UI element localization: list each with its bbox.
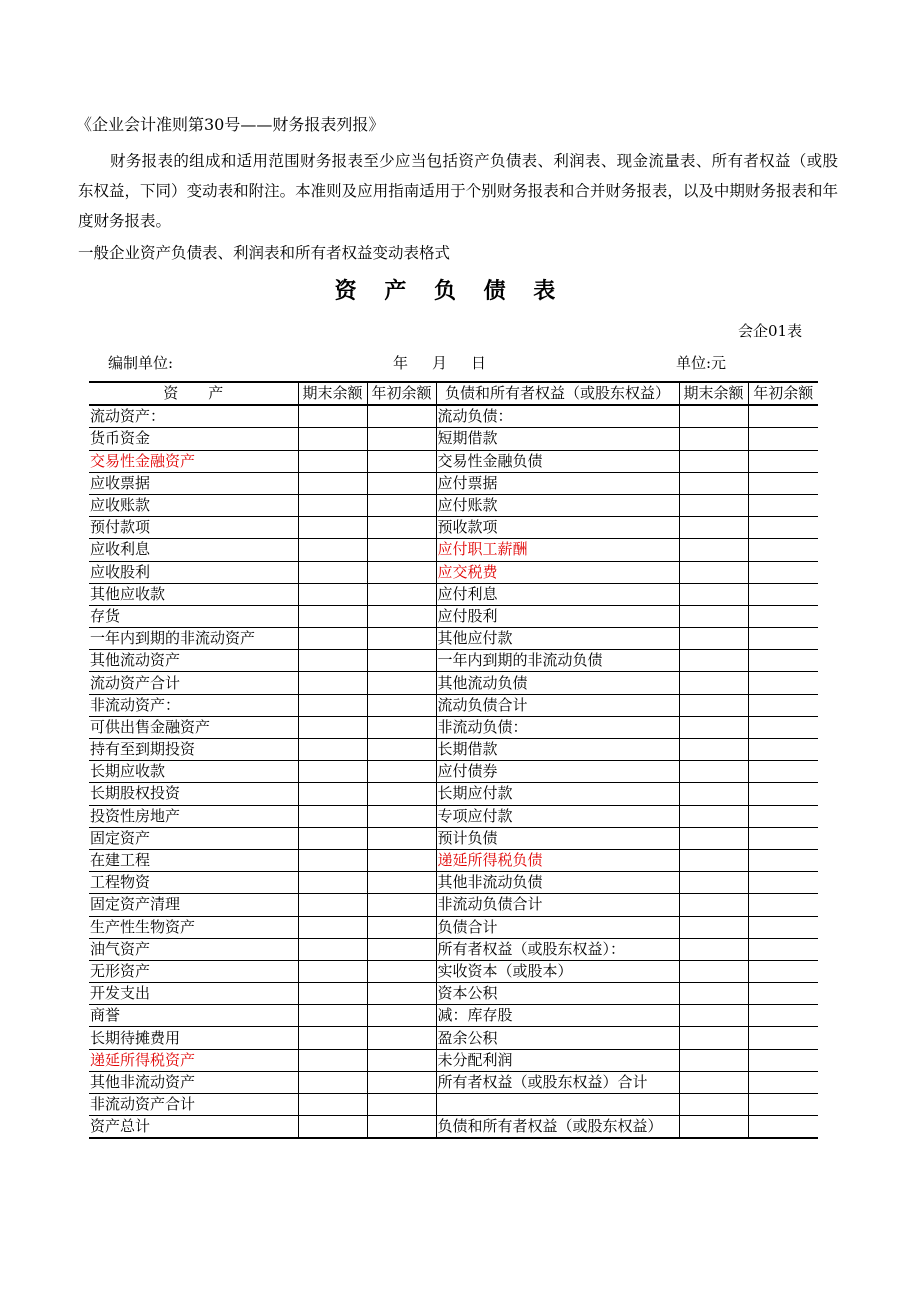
liability-opening-balance (748, 1094, 818, 1116)
asset-item: 无形资产 (89, 960, 298, 982)
table-row (89, 1027, 818, 1049)
table-row (89, 605, 818, 627)
liability-equity-item: 实收资本（或股本） (436, 960, 679, 982)
asset-opening-balance (367, 916, 436, 938)
asset-closing-balance (298, 405, 367, 428)
liability-equity-item: 交易性金融负债 (436, 450, 679, 472)
liability-closing-balance (679, 1005, 748, 1027)
asset-item: 可供出售金融资产 (89, 716, 298, 738)
liability-equity-item: 应付债券 (436, 761, 679, 783)
liability-closing-balance (679, 494, 748, 516)
liability-equity-item: 预收款项 (436, 517, 679, 539)
asset-opening-balance (367, 583, 436, 605)
asset-opening-balance (367, 605, 436, 627)
liability-opening-balance (748, 517, 818, 539)
asset-opening-balance (367, 672, 436, 694)
liability-opening-balance (748, 827, 818, 849)
liability-equity-item: 递延所得税负债 (436, 849, 679, 871)
liability-opening-balance (748, 472, 818, 494)
liability-opening-balance (748, 1005, 818, 1027)
currency-unit: 单位:元 (676, 354, 727, 372)
asset-item: 应收利息 (89, 539, 298, 561)
asset-opening-balance (367, 983, 436, 1005)
asset-opening-balance (367, 1049, 436, 1071)
asset-closing-balance (298, 539, 367, 561)
liability-closing-balance (679, 450, 748, 472)
table-row (89, 716, 818, 738)
liability-opening-balance (748, 539, 818, 561)
liability-closing-balance (679, 605, 748, 627)
liability-equity-item: 应付账款 (436, 494, 679, 516)
document-title: 《企业会计准则第30号——财务报表列报》 (76, 115, 385, 134)
table-header-row (89, 382, 818, 405)
liability-closing-balance (679, 628, 748, 650)
asset-item: 油气资产 (89, 938, 298, 960)
asset-item: 货币资金 (89, 428, 298, 450)
asset-item: 生产性生物资产 (89, 916, 298, 938)
column-header: 年初余额 (367, 382, 436, 405)
asset-item: 应收账款 (89, 494, 298, 516)
liability-equity-item: 应付股利 (436, 605, 679, 627)
liability-equity-item: 短期借款 (436, 428, 679, 450)
liability-closing-balance (679, 872, 748, 894)
liability-equity-item: 长期借款 (436, 739, 679, 761)
liability-opening-balance (748, 605, 818, 627)
liability-equity-item: 负债和所有者权益（或股东权益） (436, 1116, 679, 1139)
asset-item: 非流动资产： (89, 694, 298, 716)
asset-closing-balance (298, 694, 367, 716)
asset-closing-balance (298, 716, 367, 738)
date-year-label: 年 (393, 354, 409, 372)
liability-equity-item: 所有者权益（或股东权益）合计 (436, 1071, 679, 1093)
table-row (89, 1094, 818, 1116)
liability-opening-balance (748, 450, 818, 472)
asset-closing-balance (298, 827, 367, 849)
liability-closing-balance (679, 1049, 748, 1071)
liability-opening-balance (748, 872, 818, 894)
preparing-unit-label: 编制单位: (108, 354, 174, 372)
liability-closing-balance (679, 539, 748, 561)
table-row (89, 761, 818, 783)
liability-opening-balance (748, 983, 818, 1005)
asset-item: 流动资产： (89, 405, 298, 428)
asset-closing-balance (298, 583, 367, 605)
liability-closing-balance (679, 805, 748, 827)
asset-item: 商誉 (89, 1005, 298, 1027)
liability-opening-balance (748, 1071, 818, 1093)
asset-opening-balance (367, 1005, 436, 1027)
liability-opening-balance (748, 1049, 818, 1071)
liability-closing-balance (679, 783, 748, 805)
column-header: 资 产 (89, 382, 298, 405)
liability-closing-balance (679, 650, 748, 672)
asset-closing-balance (298, 561, 367, 583)
date-day-label: 日 (471, 354, 487, 372)
column-header: 负债和所有者权益（或股东权益） (436, 382, 679, 405)
table-row (89, 1049, 818, 1071)
liability-opening-balance (748, 849, 818, 871)
asset-opening-balance (367, 561, 436, 583)
table-row (89, 405, 818, 428)
asset-closing-balance (298, 1005, 367, 1027)
asset-closing-balance (298, 916, 367, 938)
table-row (89, 872, 818, 894)
liability-closing-balance (679, 517, 748, 539)
sheet-title: 资 产 负 债 表 (334, 279, 566, 304)
liability-equity-item: 非流动负债： (436, 716, 679, 738)
liability-equity-item: 长期应付款 (436, 783, 679, 805)
asset-opening-balance (367, 494, 436, 516)
asset-item: 开发支出 (89, 983, 298, 1005)
liability-opening-balance (748, 650, 818, 672)
asset-item: 应收股利 (89, 561, 298, 583)
liability-equity-item: 非流动负债合计 (436, 894, 679, 916)
asset-closing-balance (298, 938, 367, 960)
asset-item: 长期股权投资 (89, 783, 298, 805)
liability-closing-balance (679, 1116, 748, 1139)
asset-item: 其他流动资产 (89, 650, 298, 672)
liability-equity-item: 专项应付款 (436, 805, 679, 827)
asset-opening-balance (367, 761, 436, 783)
liability-closing-balance (679, 916, 748, 938)
liability-closing-balance (679, 960, 748, 982)
asset-opening-balance (367, 1116, 436, 1139)
asset-item: 持有至到期投资 (89, 739, 298, 761)
balance-sheet-table (89, 381, 818, 1139)
liability-closing-balance (679, 983, 748, 1005)
liability-equity-item: 其他应付款 (436, 628, 679, 650)
table-row (89, 472, 818, 494)
table-row (89, 983, 818, 1005)
asset-closing-balance (298, 517, 367, 539)
asset-closing-balance (298, 960, 367, 982)
liability-opening-balance (748, 694, 818, 716)
liability-closing-balance (679, 583, 748, 605)
asset-closing-balance (298, 428, 367, 450)
asset-closing-balance (298, 805, 367, 827)
asset-closing-balance (298, 494, 367, 516)
asset-opening-balance (367, 628, 436, 650)
table-row (89, 1116, 818, 1139)
liability-equity-item: 所有者权益（或股东权益）： (436, 938, 679, 960)
asset-opening-balance (367, 428, 436, 450)
asset-opening-balance (367, 405, 436, 428)
asset-opening-balance (367, 1071, 436, 1093)
table-row (89, 739, 818, 761)
asset-opening-balance (367, 650, 436, 672)
asset-item: 长期待摊费用 (89, 1027, 298, 1049)
liability-closing-balance (679, 672, 748, 694)
liability-closing-balance (679, 694, 748, 716)
intro-paragraph: 财务报表的组成和适用范围财务报表至少应当包括资产负债表、利润表、现金流量表、所有者权益（或股东权益，下同）变动表和附注。本准则及应用指南适用于个别财务报表和合并财务报表，以及中期财务报表和年度财务报表。 (78, 152, 838, 230)
asset-closing-balance (298, 983, 367, 1005)
table-row (89, 1071, 818, 1093)
table-body (89, 405, 818, 1138)
asset-item: 工程物资 (89, 872, 298, 894)
asset-opening-balance (367, 894, 436, 916)
asset-opening-balance (367, 450, 436, 472)
asset-item: 其他应收款 (89, 583, 298, 605)
liability-equity-item: 预计负债 (436, 827, 679, 849)
asset-item: 存货 (89, 605, 298, 627)
table-row (89, 561, 818, 583)
date-month-label: 月 (432, 354, 448, 372)
table-row (89, 1005, 818, 1027)
liability-opening-balance (748, 894, 818, 916)
liability-opening-balance (748, 960, 818, 982)
asset-opening-balance (367, 739, 436, 761)
liability-opening-balance (748, 672, 818, 694)
liability-opening-balance (748, 1027, 818, 1049)
liability-closing-balance (679, 849, 748, 871)
asset-item: 其他非流动资产 (89, 1071, 298, 1093)
asset-opening-balance (367, 872, 436, 894)
report-date (393, 352, 510, 373)
liability-equity-item: 其他流动负债 (436, 672, 679, 694)
liability-equity-item: 流动负债： (436, 405, 679, 428)
liability-equity-item: 一年内到期的非流动负债 (436, 650, 679, 672)
liability-opening-balance (748, 916, 818, 938)
asset-closing-balance (298, 1071, 367, 1093)
liability-closing-balance (679, 1027, 748, 1049)
liability-opening-balance (748, 561, 818, 583)
asset-item: 递延所得税资产 (89, 1049, 298, 1071)
asset-item: 非流动资产合计 (89, 1094, 298, 1116)
asset-closing-balance (298, 1049, 367, 1071)
asset-closing-balance (298, 628, 367, 650)
asset-opening-balance (367, 716, 436, 738)
liability-equity-item: 未分配利润 (436, 1049, 679, 1071)
asset-closing-balance (298, 872, 367, 894)
table-row (89, 960, 818, 982)
table-row (89, 539, 818, 561)
asset-closing-balance (298, 849, 367, 871)
liability-equity-item: 应付利息 (436, 583, 679, 605)
liability-opening-balance (748, 739, 818, 761)
liability-closing-balance (679, 428, 748, 450)
table-row (89, 428, 818, 450)
asset-opening-balance (367, 827, 436, 849)
liability-equity-item: 减：库存股 (436, 1005, 679, 1027)
asset-item: 交易性金融资产 (89, 450, 298, 472)
liability-opening-balance (748, 805, 818, 827)
liability-closing-balance (679, 472, 748, 494)
asset-closing-balance (298, 605, 367, 627)
table-row (89, 517, 818, 539)
liability-closing-balance (679, 1094, 748, 1116)
asset-item: 在建工程 (89, 849, 298, 871)
asset-item: 固定资产 (89, 827, 298, 849)
asset-item: 资产总计 (89, 1116, 298, 1139)
table-row (89, 650, 818, 672)
liability-equity-item: 其他非流动负债 (436, 872, 679, 894)
asset-opening-balance (367, 938, 436, 960)
liability-closing-balance (679, 761, 748, 783)
table-row (89, 805, 818, 827)
table-row (89, 494, 818, 516)
liability-opening-balance (748, 583, 818, 605)
table-row (89, 694, 818, 716)
liability-closing-balance (679, 938, 748, 960)
asset-opening-balance (367, 1094, 436, 1116)
liability-closing-balance (679, 739, 748, 761)
form-code: 会企01表 (738, 322, 803, 340)
asset-closing-balance (298, 1094, 367, 1116)
asset-closing-balance (298, 739, 367, 761)
section-subheading: 一般企业资产负债表、利润表和所有者权益变动表格式 (78, 244, 451, 262)
asset-item: 投资性房地产 (89, 805, 298, 827)
asset-closing-balance (298, 450, 367, 472)
liability-opening-balance (748, 628, 818, 650)
table-row (89, 783, 818, 805)
asset-closing-balance (298, 672, 367, 694)
liability-equity-item: 流动负债合计 (436, 694, 679, 716)
asset-opening-balance (367, 1027, 436, 1049)
asset-item: 固定资产清理 (89, 894, 298, 916)
asset-opening-balance (367, 849, 436, 871)
table-row (89, 450, 818, 472)
liability-opening-balance (748, 1116, 818, 1139)
liability-opening-balance (748, 405, 818, 428)
liability-equity-item: 应付票据 (436, 472, 679, 494)
liability-closing-balance (679, 716, 748, 738)
table-row (89, 827, 818, 849)
asset-closing-balance (298, 761, 367, 783)
asset-closing-balance (298, 783, 367, 805)
liability-closing-balance (679, 405, 748, 428)
asset-closing-balance (298, 1116, 367, 1139)
liability-opening-balance (748, 494, 818, 516)
liability-opening-balance (748, 938, 818, 960)
liability-opening-balance (748, 783, 818, 805)
table-row (89, 849, 818, 871)
liability-opening-balance (748, 428, 818, 450)
asset-closing-balance (298, 472, 367, 494)
liability-closing-balance (679, 1071, 748, 1093)
liability-equity-item (436, 1094, 679, 1116)
asset-opening-balance (367, 805, 436, 827)
table-row (89, 938, 818, 960)
liability-closing-balance (679, 894, 748, 916)
asset-opening-balance (367, 783, 436, 805)
asset-closing-balance (298, 1027, 367, 1049)
asset-closing-balance (298, 650, 367, 672)
liability-opening-balance (748, 761, 818, 783)
asset-opening-balance (367, 539, 436, 561)
liability-equity-item: 负债合计 (436, 916, 679, 938)
liability-equity-item: 资本公积 (436, 983, 679, 1005)
liability-closing-balance (679, 827, 748, 849)
column-header: 年初余额 (748, 382, 818, 405)
table-row (89, 628, 818, 650)
asset-item: 预付款项 (89, 517, 298, 539)
liability-equity-item: 盈余公积 (436, 1027, 679, 1049)
asset-item: 长期应收款 (89, 761, 298, 783)
asset-opening-balance (367, 694, 436, 716)
asset-item: 流动资产合计 (89, 672, 298, 694)
column-header: 期末余额 (298, 382, 367, 405)
asset-opening-balance (367, 472, 436, 494)
asset-item: 一年内到期的非流动资产 (89, 628, 298, 650)
table-row (89, 916, 818, 938)
asset-item: 应收票据 (89, 472, 298, 494)
liability-closing-balance (679, 561, 748, 583)
asset-opening-balance (367, 517, 436, 539)
column-header: 期末余额 (679, 382, 748, 405)
asset-closing-balance (298, 894, 367, 916)
liability-equity-item: 应付职工薪酬 (436, 539, 679, 561)
asset-opening-balance (367, 960, 436, 982)
table-row (89, 672, 818, 694)
table-row (89, 583, 818, 605)
table-row (89, 894, 818, 916)
liability-opening-balance (748, 716, 818, 738)
liability-equity-item: 应交税费 (436, 561, 679, 583)
